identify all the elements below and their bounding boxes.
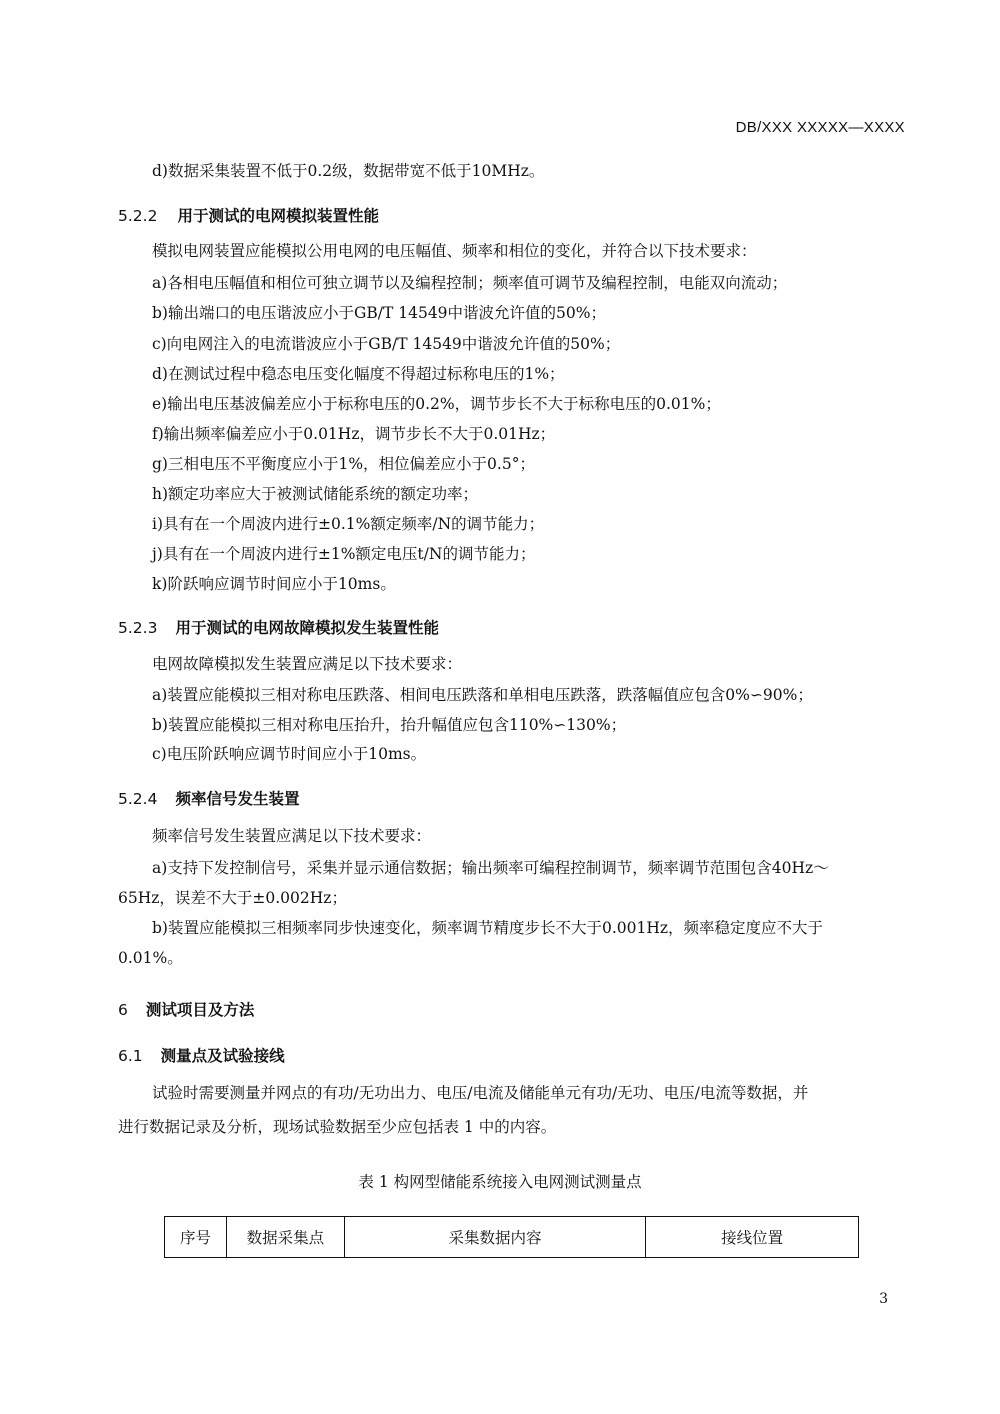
section-number: 6 <box>118 1001 128 1019</box>
column-header: 接线位置 <box>646 1217 859 1258</box>
column-header: 采集数据内容 <box>344 1217 646 1258</box>
column-header: 序号 <box>165 1217 227 1258</box>
list-item-continuation: 0.01%。 <box>118 949 183 967</box>
list-item: k)阶跃响应调节时间应小于10ms。 <box>152 575 396 593</box>
section-heading-5-2-2 <box>118 206 379 226</box>
section-heading-6-1 <box>118 1046 285 1066</box>
list-item: j)具有在一个周波内进行±1%额定电压t/N的调节能力； <box>152 545 536 563</box>
paragraph: 频率信号发生装置应满足以下技术要求： <box>152 827 432 845</box>
list-item: e)输出电压基波偏差应小于标称电压的0.2%，调节步长不大于标称电压的0.01%； <box>152 395 721 413</box>
list-item: b)装置应能模拟三相对称电压抬升，抬升幅值应包含110%∽130%； <box>152 716 627 734</box>
list-item: h)额定功率应大于被测试储能系统的额定功率； <box>152 485 479 503</box>
section-number: 6.1 <box>118 1047 143 1065</box>
list-item: b)装置应能模拟三相频率同步快速变化，频率调节精度步长不大于0.001Hz，频率稳定度应不大于 <box>152 919 824 937</box>
section-title: 用于测试的电网故障模拟发生装置性能 <box>175 619 439 637</box>
paragraph: 试验时需要测量并网点的有功/无功出力、电压/电流及储能单元有功/无功、电压/电流等数据，并 <box>152 1084 809 1102</box>
list-item: a)装置应能模拟三相对称电压跌落、相间电压跌落和单相电压跌落，跌落幅值应包含0%∽90%； <box>152 686 813 704</box>
table-header-row <box>165 1217 859 1258</box>
list-item: f)输出频率偏差应小于0.01Hz，调节步长不大于0.01Hz； <box>152 425 556 443</box>
list-item: i)具有在一个周波内进行±0.1%额定频率/N的调节能力； <box>152 515 545 533</box>
section-title: 测量点及试验接线 <box>160 1047 285 1065</box>
list-item: c)电压阶跃响应调节时间应小于10ms。 <box>152 745 427 763</box>
paragraph: 模拟电网装置应能模拟公用电网的电压幅值、频率和相位的变化，并符合以下技术要求： <box>152 242 757 260</box>
section-title: 测试项目及方法 <box>145 1001 255 1019</box>
list-item: g)三相电压不平衡度应小于1%，相位偏差应小于0.5°； <box>152 455 535 473</box>
document-id: DB/XXX XXXXX—XXXX <box>735 119 905 136</box>
section-heading-5-2-4 <box>118 789 299 809</box>
table-caption: 表 1 构网型储能系统接入电网测试测量点 <box>358 1173 642 1191</box>
list-item: a)支持下发控制信号，采集并显示通信数据；输出频率可编程控制调节，频率调节范围包含40Hz～ <box>152 859 829 877</box>
section-title: 用于测试的电网模拟装置性能 <box>177 207 379 225</box>
list-item: b)输出端口的电压谐波应小于GB/T 14549中谐波允许值的50%； <box>152 304 606 322</box>
list-item: d)在测试过程中稳态电压变化幅度不得超过标称电压的1%； <box>152 365 565 383</box>
list-item: c)向电网注入的电流谐波应小于GB/T 14549中谐波允许值的50%； <box>152 335 621 353</box>
section-title: 频率信号发生装置 <box>175 790 300 808</box>
list-item: a)各相电压幅值和相位可独立调节以及编程控制；频率值可调节及编程控制，电能双向流动； <box>152 274 788 292</box>
section-number: 5.2.3 <box>118 619 158 637</box>
list-item-continuation: 65Hz，误差不大于±0.002Hz； <box>118 889 347 907</box>
section-heading-6 <box>118 1000 254 1020</box>
page-number: 3 <box>879 1291 888 1307</box>
section-number: 5.2.4 <box>118 790 158 808</box>
measurement-points-table <box>164 1216 859 1258</box>
paragraph: 电网故障模拟发生装置应满足以下技术要求： <box>152 655 463 673</box>
section-number: 5.2.2 <box>118 207 158 225</box>
section-heading-5-2-3 <box>118 618 439 638</box>
list-item: d)数据采集装置不低于0.2级，数据带宽不低于10MHz。 <box>152 162 545 180</box>
column-header: 数据采集点 <box>226 1217 344 1258</box>
paragraph-continuation: 进行数据记录及分析，现场试验数据至少应包括表 1 中的内容。 <box>118 1118 557 1136</box>
